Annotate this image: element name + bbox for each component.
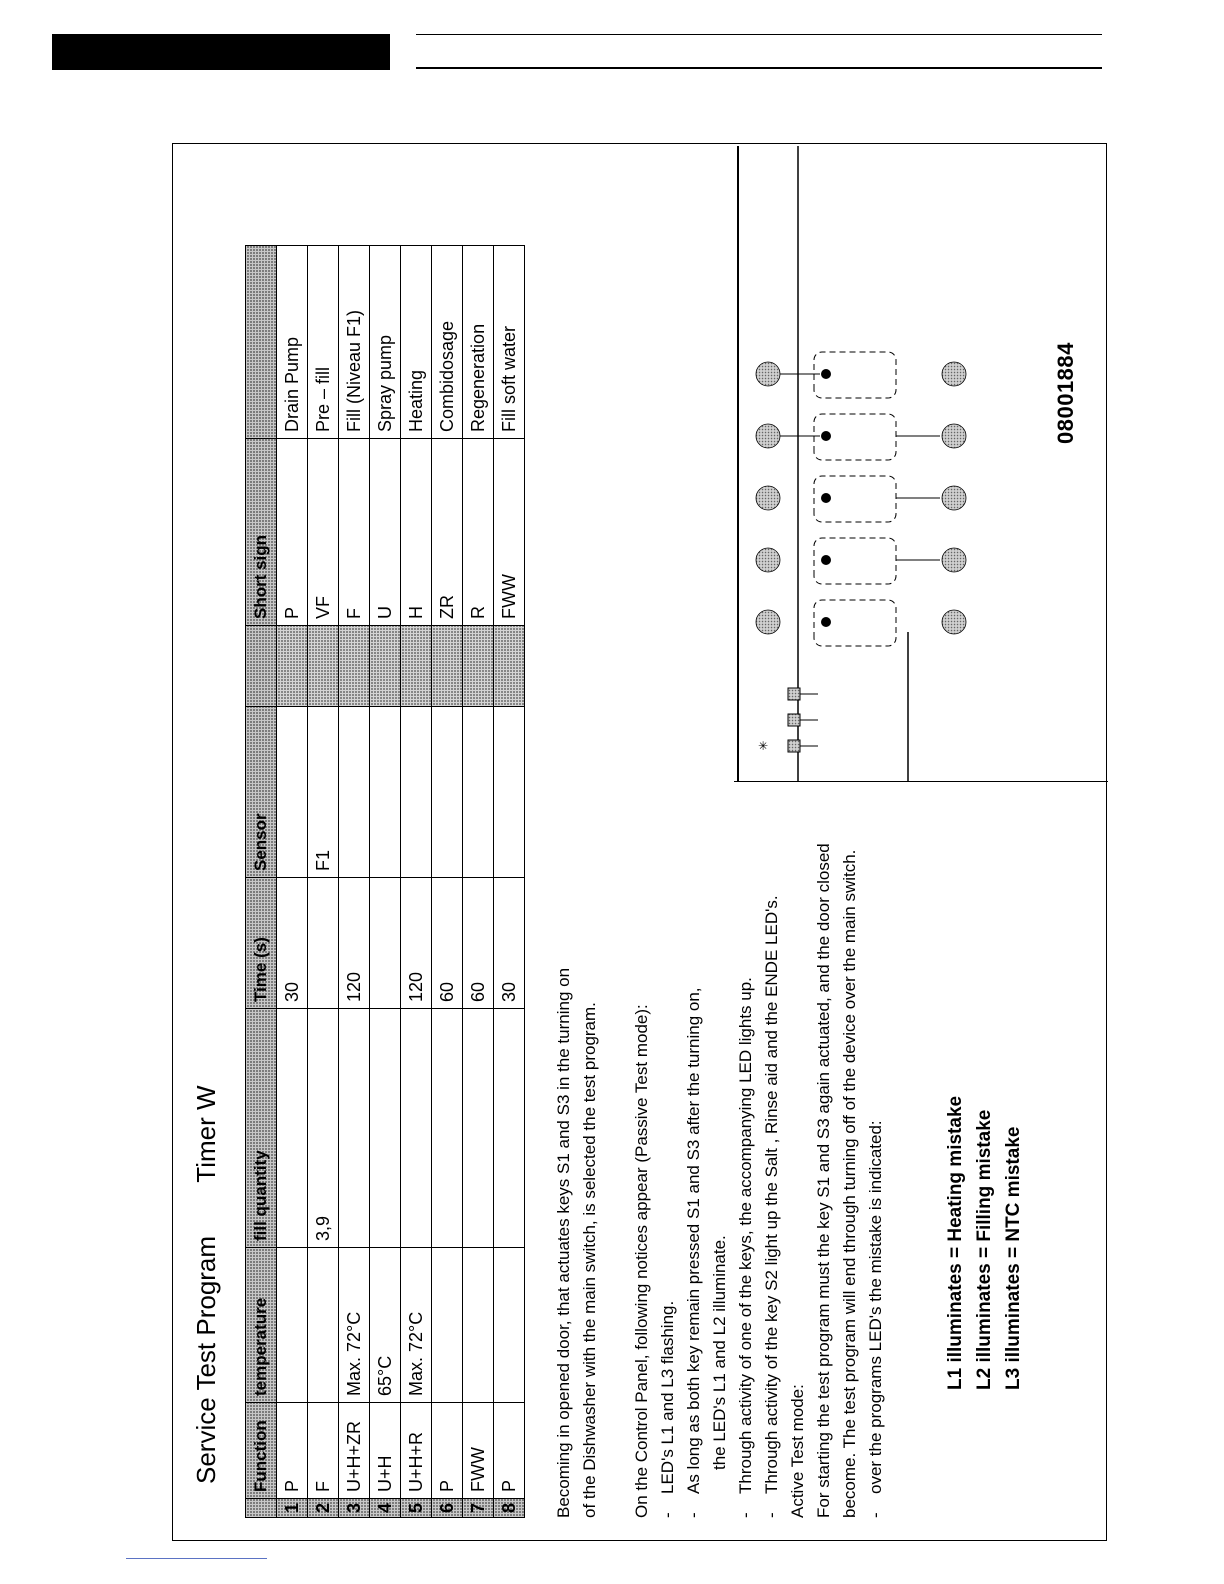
cell-meaning: Fill soft water (494, 246, 525, 439)
row-number: 3 (339, 1499, 370, 1518)
cell-meaning: Heating (401, 246, 432, 439)
cell-time: 30 (277, 878, 308, 1009)
cell-sensor (494, 707, 525, 878)
cell-meaning: Fill (Niveau F1) (339, 246, 370, 439)
cell-function: U+H+ZR (339, 1403, 370, 1499)
cell-sensor (463, 707, 494, 878)
cell-short: VF (308, 439, 339, 626)
content-frame (172, 143, 1107, 1541)
cell-blank (432, 626, 463, 707)
list-item-continued: the LED's L1 and L2 illuminate. (710, 1235, 729, 1470)
table-row (401, 246, 432, 1518)
row-number: 5 (401, 1499, 432, 1518)
table-row (370, 246, 401, 1518)
cell-time: 60 (432, 878, 463, 1009)
selector-keys (896, 362, 966, 634)
cell-short: H (401, 439, 432, 626)
footer-rule (126, 1558, 267, 1559)
program-button-icon (756, 548, 780, 572)
cell-function: F (308, 1403, 339, 1499)
intro-line-2: of the Dishwasher with the main switch, is selected the test program. (580, 1002, 599, 1518)
led-dot (821, 369, 831, 379)
header-sensor: Sensor (246, 707, 277, 878)
rotated-content (173, 144, 1108, 1542)
test-program-table (245, 245, 525, 1518)
cell-short: U (370, 439, 401, 626)
header-bar (52, 34, 390, 70)
cell-sensor (277, 707, 308, 878)
led-dot (821, 617, 831, 627)
list-dash: - (762, 1512, 781, 1518)
program-buttons (756, 362, 780, 634)
cell-fill (277, 1009, 308, 1248)
cell-temperature (463, 1248, 494, 1403)
header-meaning (246, 246, 277, 439)
legend-l1: L1 illuminates = Heating mistake (945, 1095, 966, 1390)
cell-function: P (432, 1403, 463, 1499)
page-title (191, 1085, 222, 1484)
active-line-1: For starting the test program must the key S1 and S3 again actuated, and the door closed (814, 843, 833, 1518)
cell-function: U+H (370, 1403, 401, 1499)
header-temperature: temperature (246, 1248, 277, 1403)
key-button-icon (942, 424, 966, 448)
cell-function: P (494, 1403, 525, 1499)
list-text: Through activity of the key S2 light up the Salt , Rinse aid and the ENDE LED's. (762, 895, 781, 1494)
cell-short: FWW (494, 439, 525, 626)
program-button-icon (756, 362, 780, 386)
led-dot (821, 555, 831, 565)
row-number: 7 (463, 1499, 494, 1518)
cell-blank (277, 626, 308, 707)
status-indicators (758, 688, 818, 753)
svg-text:✳: ✳ (758, 739, 769, 753)
salt-led-icon (788, 740, 800, 752)
row-number: 1 (277, 1499, 308, 1518)
header-short-sign: Short sign (246, 439, 277, 626)
header-time: Time (s) (246, 878, 277, 1009)
header-blank (246, 626, 277, 707)
cell-fill (463, 1009, 494, 1248)
cell-short: F (339, 439, 370, 626)
cell-time: 60 (463, 878, 494, 1009)
header-fill-quantity: fill quantity (246, 1009, 277, 1248)
program-button-icon (756, 610, 780, 634)
cell-meaning: Pre – fill (308, 246, 339, 439)
title-main: Service Test Program (191, 1235, 221, 1484)
cell-time: 120 (401, 878, 432, 1009)
cell-blank (494, 626, 525, 707)
table-row (432, 246, 463, 1518)
cell-temperature: Max. 72°C (401, 1248, 432, 1403)
cell-blank (401, 626, 432, 707)
key-button-icon (942, 548, 966, 572)
cell-temperature (308, 1248, 339, 1403)
cell-short: R (463, 439, 494, 626)
cell-fill (339, 1009, 370, 1248)
cell-fill: 3,9 (308, 1009, 339, 1248)
list-text: As long as both key remain pressed S1 and S3 after the turning on, (684, 987, 703, 1494)
list-item (681, 618, 707, 1518)
row-number: 6 (432, 1499, 463, 1518)
cell-meaning: Combidosage (432, 246, 463, 439)
cell-sensor (370, 707, 401, 878)
control-panel-diagram (728, 146, 1108, 782)
cell-function: P (277, 1403, 308, 1499)
cell-short: ZR (432, 439, 463, 626)
table-row (463, 246, 494, 1518)
header-rule-thick (416, 67, 1102, 69)
header-num (246, 1499, 277, 1518)
cell-blank (370, 626, 401, 707)
table-row (494, 246, 525, 1518)
cell-blank (339, 626, 370, 707)
led-dot (821, 431, 831, 441)
cell-fill (401, 1009, 432, 1248)
passive-mode-line: On the Control Panel, following notices appear (Passive Test mode): (632, 1004, 651, 1518)
cell-sensor (401, 707, 432, 878)
header-function: Function (246, 1403, 277, 1499)
cell-blank (308, 626, 339, 707)
cell-time (308, 878, 339, 1009)
table-row (339, 246, 370, 1518)
cell-sensor: F1 (308, 707, 339, 878)
cell-time: 120 (339, 878, 370, 1009)
row-number: 8 (494, 1499, 525, 1518)
legend-l3: L3 illuminates = NTC mistake (1003, 1126, 1024, 1390)
cell-meaning: Spray pump (370, 246, 401, 439)
cell-temperature (494, 1248, 525, 1403)
cell-fill (370, 1009, 401, 1248)
led-legend (941, 1096, 1028, 1390)
active-mode-title: Active Test mode: (788, 1384, 807, 1518)
table-header-row (246, 246, 277, 1518)
row-number: 4 (370, 1499, 401, 1518)
active-line-2: become. The test program will end through turning off of the device over the main switch. (840, 849, 859, 1518)
key-button-icon (942, 486, 966, 510)
cell-time (370, 878, 401, 1009)
rinse-led-icon (788, 714, 800, 726)
cell-function: FWW (463, 1403, 494, 1499)
list-dash: - (684, 1512, 703, 1518)
cell-blank (463, 626, 494, 707)
program-button-icon (756, 424, 780, 448)
program-button-icon (756, 486, 780, 510)
cell-sensor (432, 707, 463, 878)
document-code: 08001884 (1053, 342, 1078, 444)
cell-meaning: Drain Pump (277, 246, 308, 439)
cell-time: 30 (494, 878, 525, 1009)
cell-temperature: Max. 72°C (339, 1248, 370, 1403)
list-text: Through activity of one of the keys, the accompanying LED lights up. (736, 977, 755, 1494)
title-sub: Timer W (191, 1085, 221, 1183)
key-button-icon (942, 610, 966, 634)
row-number: 2 (308, 1499, 339, 1518)
end-led-icon (788, 688, 800, 700)
table-row (277, 246, 308, 1518)
intro-line-1: Becoming in opened door, that actuates keys S1 and S3 in the turning on (554, 967, 573, 1518)
cell-function: U+H+R (401, 1403, 432, 1499)
led-dot (821, 493, 831, 503)
cell-temperature (277, 1248, 308, 1403)
list-dash: - (866, 1512, 885, 1518)
legend-l2: L2 illuminates = Filling mistake (974, 1109, 995, 1390)
cell-fill (494, 1009, 525, 1248)
key-button-icon (942, 362, 966, 386)
cell-temperature (432, 1248, 463, 1403)
list-item (655, 618, 681, 1518)
list-dash: - (658, 1512, 677, 1518)
cell-fill (432, 1009, 463, 1248)
header-rule-thin (416, 34, 1102, 35)
cell-short: P (277, 439, 308, 626)
table-row (308, 246, 339, 1518)
list-dash: - (736, 1512, 755, 1518)
cell-temperature: 65°C (370, 1248, 401, 1403)
list-text: over the programs LED's the mistake is indicated: (866, 1120, 885, 1494)
list-text: LED's L1 and L3 flashing. (658, 1300, 677, 1494)
cell-sensor (339, 707, 370, 878)
cell-meaning: Regeneration (463, 246, 494, 439)
